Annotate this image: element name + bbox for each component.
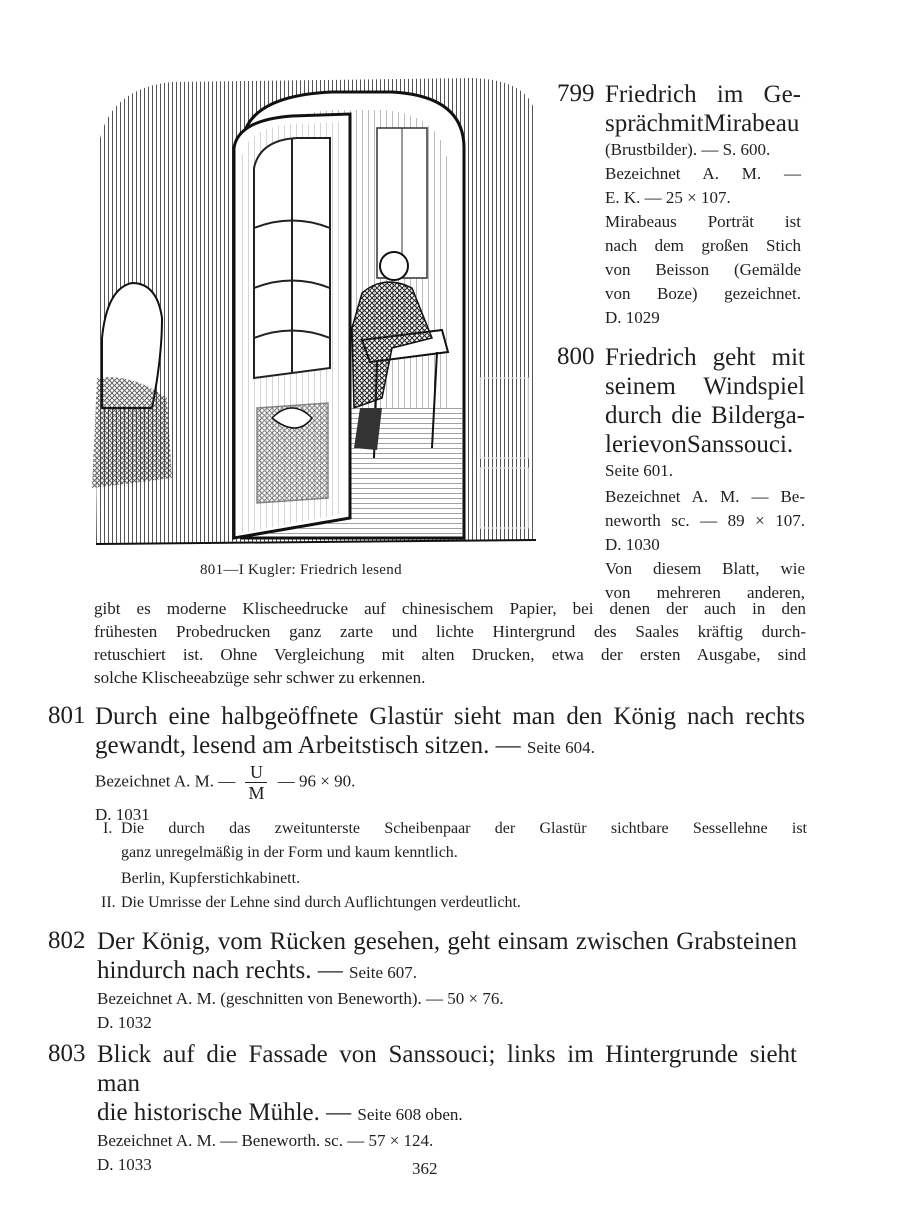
entry-800-reference: D. 1030 <box>605 535 660 554</box>
entry-800-title-line: Friedrich geht mit <box>605 344 805 371</box>
entry-799-line: Bezeichnet A. M. — <box>605 164 801 183</box>
entry-802-title-line: Der König, vom Rücken gesehen, geht einsam zwischen Grabsteinen <box>97 928 797 955</box>
entry-803-title-text: die historische Mühle. — <box>97 1099 352 1126</box>
illustration-caption: 801—I Kugler: Friedrich lesend <box>200 562 402 578</box>
entry-number-799: 799 <box>557 80 595 107</box>
entry-803-title-line <box>97 1098 797 1127</box>
entry-number-803: 803 <box>48 1040 86 1067</box>
entry-800-note: Von diesem Blatt, wie <box>605 559 805 578</box>
entry-801-title-text: gewandt, lesend am Arbeitstisch sitzen. — <box>95 732 521 759</box>
entry-801-page: Seite 604. <box>526 738 595 757</box>
entry-800-note-continued <box>94 597 806 689</box>
entry-799-title-line: Friedrich im Ge- <box>605 81 801 108</box>
entry-800-note: von mehreren anderen, <box>605 583 805 602</box>
entry-801 <box>95 702 805 827</box>
state-I-line: Die durch das zweitunterste Scheibenpaar der Glastür sichtbare Sessellehne ist <box>121 820 807 837</box>
entry-802 <box>97 927 797 1035</box>
entry-802-page: Seite 607. <box>349 963 418 982</box>
entry-803-title-line: Blick auf die Fassade von Sanssouci; links im Hintergrunde sieht man <box>97 1041 797 1097</box>
entry-800-line: Bezeichnet A. M. — Be- <box>605 487 805 506</box>
entry-800-title-line: durch die Bilderga- <box>605 402 805 429</box>
fraction-top: U <box>245 762 267 783</box>
entry-800 <box>605 343 805 605</box>
entry-800-note: solche Klischeeabzüge sehr schwer zu erkennen. <box>94 668 426 687</box>
entry-number-801: 801 <box>48 702 86 729</box>
entry-800-note: gibt es moderne Klischeedrucke auf chinesischem Papier, bei denen der auch in den <box>94 599 806 618</box>
entry-802-title-text: hindurch nach rechts. — <box>97 957 343 984</box>
entry-799-note: Mirabeaus Porträt ist <box>605 212 801 231</box>
entry-800-note: retuschiert ist. Ohne Vergleichung mit alten Drucken, etwa der ersten Ausgabe, sind <box>94 645 806 664</box>
entry-800-line: neworth sc. — 89 × 107. <box>605 511 805 530</box>
entry-799-title-line: sprächmitMirabeau <box>605 110 800 137</box>
state-I-location: Berlin, Kupferstichkabinett. <box>121 870 301 887</box>
entry-801-reference: D. 1031 <box>95 805 150 824</box>
entry-802-title-line <box>97 956 797 985</box>
state-I <box>121 818 807 890</box>
entry-801-title-line <box>95 731 805 760</box>
entry-799-line: E. K. — 25 × 107. <box>605 188 731 207</box>
entry-800-title-line: seinem Windspiel <box>605 373 805 400</box>
monogram-fraction <box>245 762 267 803</box>
entry-799-note: von Beisson (Gemälde <box>605 260 801 279</box>
state-I-number: I. <box>103 820 113 837</box>
entry-803 <box>97 1040 797 1177</box>
entry-800-page: Seite 601. <box>605 461 673 480</box>
entry-803-reference: D. 1033 <box>97 1155 152 1174</box>
entry-799 <box>605 80 801 330</box>
entry-800-title-line: lerievonSanssouci. <box>605 431 794 458</box>
entry-801-signature <box>95 762 805 803</box>
entry-799-note: nach dem großen Stich <box>605 236 801 255</box>
entry-number-800: 800 <box>557 343 595 370</box>
entry-802-reference: D. 1032 <box>97 1013 152 1032</box>
entry-803-line: Bezeichnet A. M. — Beneworth. sc. — 57 × 124. <box>97 1131 434 1150</box>
entry-799-reference: D. 1029 <box>605 308 660 327</box>
entry-800-note: frühesten Probedrucken ganz zarte und lichte Hintergrund des Saales kräftig durch- <box>94 622 806 641</box>
entry-802-line: Bezeichnet A. M. (geschnitten von Beneworth). — 50 × 76. <box>97 989 504 1008</box>
entry-803-page: Seite 608 oben. <box>357 1105 463 1124</box>
entry-801-signature-suffix: — 96 × 90. <box>277 771 356 791</box>
state-II-line: Die Umrisse der Lehne sind durch Auflichtungen verdeutlicht. <box>121 894 521 911</box>
engraving-illustration <box>92 78 538 548</box>
page-number: 362 <box>412 1159 438 1178</box>
fraction-bottom: M <box>248 783 265 803</box>
entry-801-signature-prefix: Bezeichnet A. M. — <box>95 771 236 791</box>
state-I-line: ganz unregelmäßig in der Form und kaum kenntlich. <box>121 844 458 861</box>
entry-number-802: 802 <box>48 927 86 954</box>
entry-799-line: (Brustbilder). — S. 600. <box>605 140 771 159</box>
entry-799-note: von Boze) gezeichnet. <box>605 284 801 303</box>
entry-801-title-line: Durch eine halbgeöffnete Glastür sieht man den König nach rechts <box>95 703 805 730</box>
state-II-number: II. <box>101 894 116 911</box>
